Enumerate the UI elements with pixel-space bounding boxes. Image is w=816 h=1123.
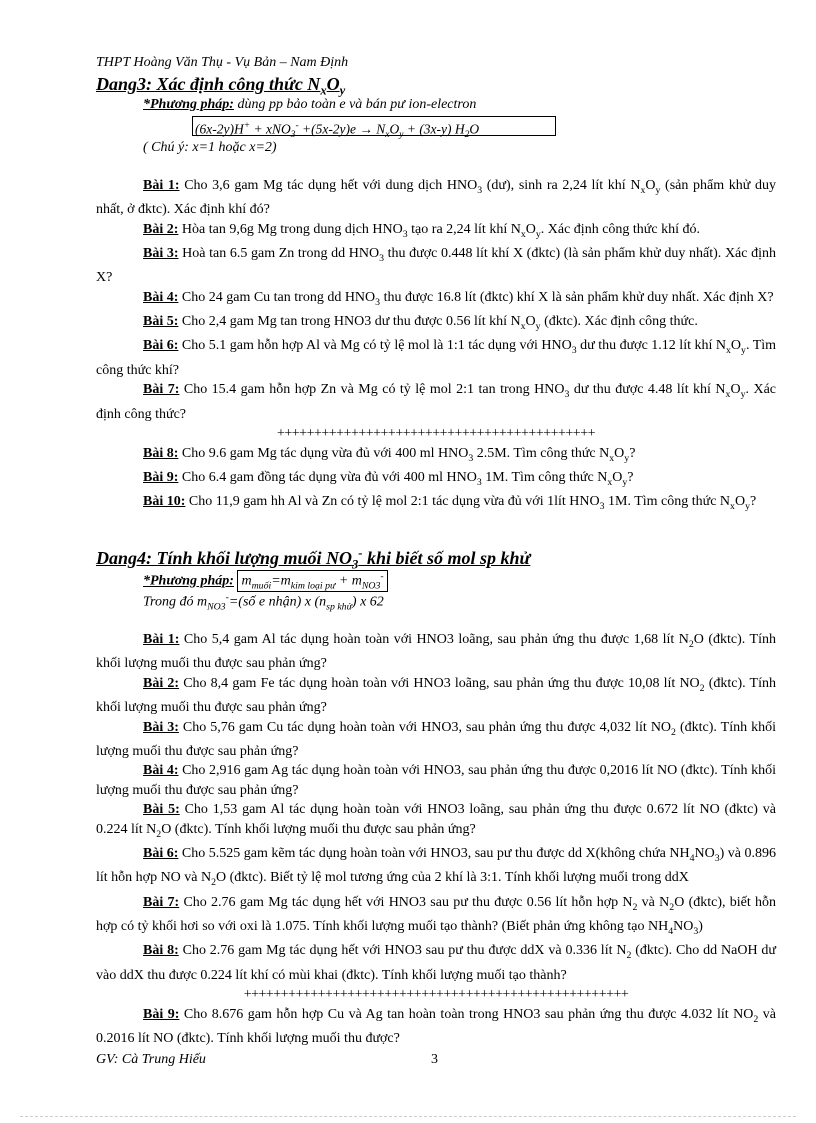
exercise: Bài 6: Cho 5.1 gam hỗn hợp Al và Mg có tỷ lệ mol là 1:1 tác dụng với $HNO_3$ dư thu được 1.12 lít khí $N_xO_y$. Tìm công thức khí? <box>96 338 777 378</box>
section-title-dang4: Dang4: Tính khối lượng muối $NO_3^-$ khi biết số mol sp khử <box>96 546 531 572</box>
exercise: Bài 1: Cho 5,4 gam Al tác dụng hoàn toàn với HNO3 loãng, sau phản ứng thu được 1,68 lít $N_2O$ (đktc). Tính khối lượng muối thu được sau phản ứng? <box>96 632 777 672</box>
exercise: Bài 3: Cho 5,76 gam Cu tác dụng hoàn toàn với HNO3, sau phản ứng thu được 4,032 lít $NO_2$ (đktc). Tính khối lượng muối thu được sau phản ứng? <box>96 719 776 759</box>
exercise: Bài 5: Cho 1,53 gam Al tác dụng hoàn toàn với HNO3 loãng, sau phản ứng thu được 0.672 lít NO (đktc) và 0.224 lít $N_2O$ (đktc). Tính khối lượng muối thu được sau phản ứng? <box>96 802 776 840</box>
exercise: Bài 9: Cho 6.4 gam đồng tác dụng vừa đủ với 400 ml $HNO_3$ 1M. Tìm công thức $N_xO_y$? <box>143 469 634 488</box>
dang4-exercises <box>96 630 776 1048</box>
plus-divider: ++++++++++++++++++++++++++++++++++++++++++++++++++++ <box>243 987 629 1003</box>
page-edge-divider <box>20 1116 796 1117</box>
section-title-dang3: Dang3: Xác định công thức $N_xO_y$ <box>96 74 346 98</box>
formula-box: $m_{muối}=m_{kim loại pư} + m_{NO3}^-$ <box>237 570 387 592</box>
plus-divider: +++++++++++++++++++++++++++++++++++++++++++ <box>276 426 595 442</box>
exercise: Bài 6: Cho 5.525 gam kẽm tác dụng hoàn toàn với HNO3, sau pư thu được dd X(không chứa $NH_4NO_3$) và 0.896 lít hỗn hợp NO và $N_2O$ (đktc). Biết tỷ lệ mol tương ứng của 2 khí là 3:1. Tính khối lượng muối trong ddX <box>96 846 776 889</box>
formula-explanation: Trong đó $m_{NO3}^-=(số$ e nhận) x $(n_{sp khử})$ x 62 <box>143 592 384 613</box>
exercise: Bài 8: Cho 9.6 gam Mg tác dụng vừa đủ với 400 ml $HNO_3$ 2.5M. Tìm công thức $N_xO_y$? <box>143 445 636 464</box>
exercise: Bài 1: Cho 3,6 gam Mg tác dụng hết với dung dịch $HNO_3$ (dư), sinh ra 2,24 lít khí $N_xO_y$ (sản phẩm khử duy nhất, ở đktc). Xác định khí đó? <box>96 178 777 218</box>
teacher-name: GV: Cà Trung Hiếu <box>96 1052 206 1067</box>
exercise: Bài 10: Cho 11,9 gam hh Al và Zn có tỷ lệ mol 2:1 tác dụng vừa đủ với 1lít $HNO_3$ 1M. Tìm công thức $N_xO_y$? <box>143 494 757 512</box>
exercise: Bài 9: Cho 8.676 gam hỗn hợp Cu và Ag tan hoàn toàn trong HNO3 sau phản ứng thu được 4.032 lít $NO_2$ và 0.2016 lít NO (đktc). Tính khối lượng muối thu được? <box>96 1006 776 1046</box>
exercise: Bài 7: Cho 15.4 gam hỗn hợp Zn và Mg có tỷ lệ mol 2:1 tan trong $HNO_3$ dư thu được 4.48 lít khí $N_xO_y$. Xác định công thức? <box>96 382 777 422</box>
school-header: THPT Hoàng Văn Thụ - Vụ Bản – Nam Định <box>96 55 349 70</box>
half-reaction-equation: $(6x-2y)H^+ + xNO_3^- +(5x-2y)e \to N_xO_y + (3x-y)$ $H_2O$ <box>192 116 556 136</box>
method-line: *Phương pháp: dùng pp bảo toàn e và bán pư ion-electron <box>143 97 477 112</box>
exercise: Bài 4: Cho 24 gam Cu tan trong dd $HNO_3$ thu được 16.8 lít (đktc) khí X là sản phẩm khử duy nhất. Xác định X? <box>143 289 774 308</box>
exercise: Bài 7: Cho 2.76 gam Mg tác dụng hết với HNO3 sau pư thu được 0.56 lít hỗn hợp $N_2$ và $N_2O$ (đktc), biết hỗn hợp có tỷ khối hơi so với oxi là 1.075. Tính khối lượng muối tạo thành? (Biết phản ứng không tạo $NH_4NO_3$) <box>96 894 777 937</box>
note-line: ( Chú ý: x=1 hoặc x=2) <box>143 140 277 155</box>
method-line-dang4: *Phương pháp: $m_{muối}=m_{kim loại pư} + m_{NO3}^-$ <box>143 570 388 592</box>
exercise: Bài 3: Hoà tan 6.5 gam Zn trong dd $HNO_3$ thu được 0.448 lít khí X (đktc) (là sản phẩm khử duy nhất). Xác định X? <box>96 246 777 286</box>
exercise: Bài 4: Cho 2,916 gam Ag tác dụng hoàn toàn với HNO3, sau phản ứng thu được 0,2016 lít NO (đktc). Tính khối lượng muối thu được sau phản ứng? <box>96 763 777 798</box>
dang3-exercises <box>96 176 776 516</box>
exercise: Bài 5: Cho 2,4 gam Mg tan trong HNO3 dư thu được 0.56 lít khí $N_xO_y$ (đktc). Xác định công thức. <box>143 314 698 332</box>
page-number: 3 <box>431 1052 438 1067</box>
exercise: Bài 2: Hòa tan 9,6g Mg trong dung dịch $HNO_3$ tạo ra 2,24 lít khí $N_xO_y$. Xác định công thức khí đó. <box>143 221 700 240</box>
exercise: Bài 8: Cho 2.76 gam Mg tác dụng hết với HNO3 sau pư thu được ddX và 0.336 lít $N_2$ (đktc). Cho dd NaOH dư vào ddX thu được 0.224 lít khí có mùi khai (đktc). Tính khối lượng muối tạo thành? <box>96 943 776 983</box>
exercise: Bài 2: Cho 8,4 gam Fe tác dụng hoàn toàn với HNO3 loãng, sau phản ứng thu được 10,08 lít $NO_2$ (đktc). Tính khối lượng muối thu được sau phản ứng? <box>96 675 776 716</box>
